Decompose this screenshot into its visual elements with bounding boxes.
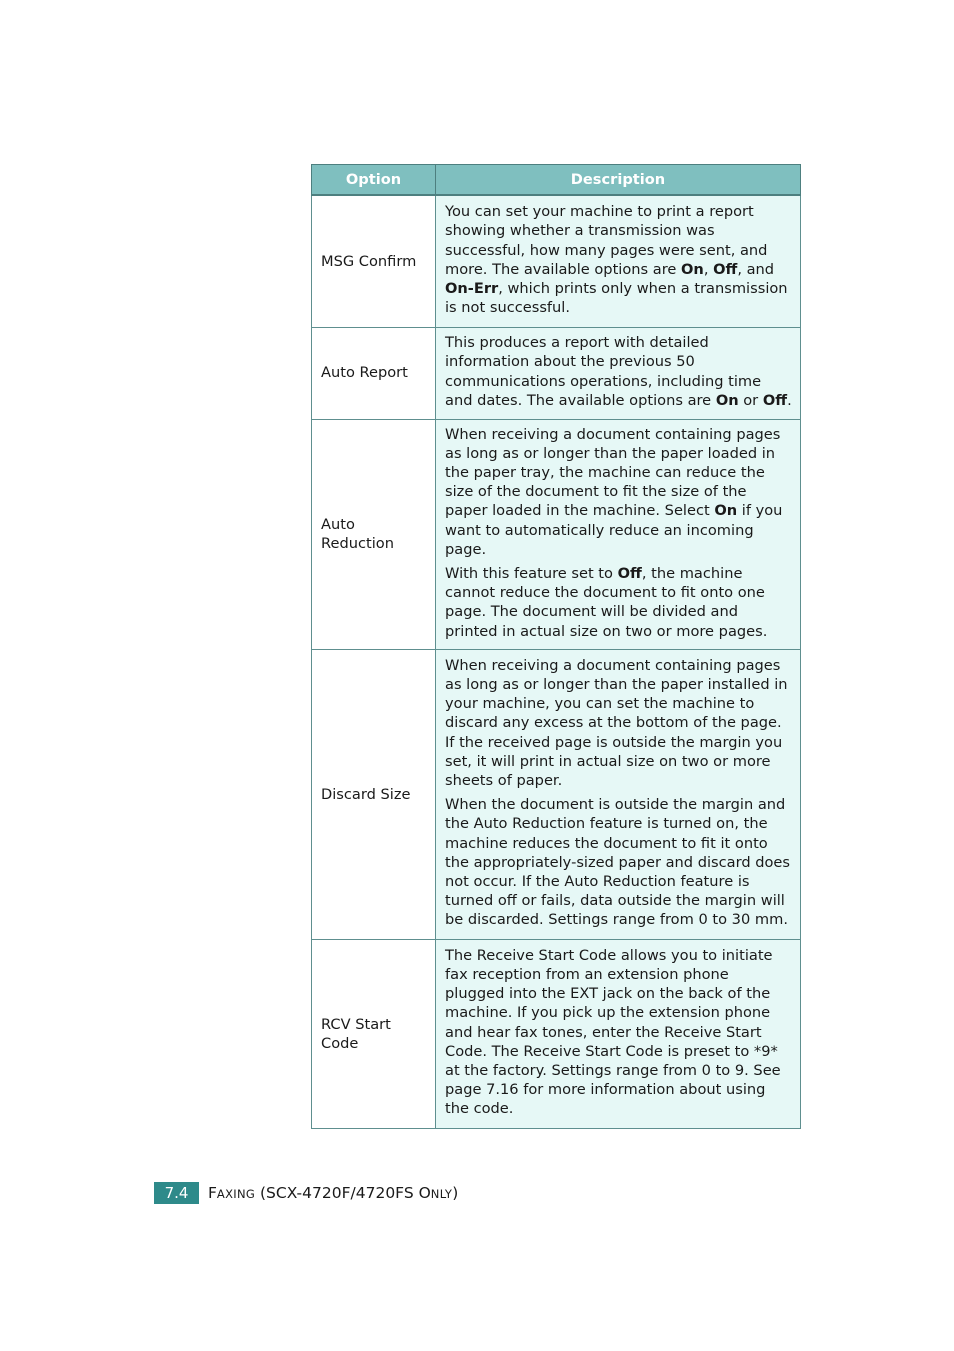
- text-run: ,: [703, 260, 714, 278]
- text-run: The Receive Start Code allows you to initiate fax reception from an extension phone plugged into the EXT jack on the back of the machine. If you pick up the extension phone and hear fax tones, enter the Receive Start Code. The Receive Start Code is preset to *9* at the factory. Settings range from 0 to 9. See page 7.16 for more information about using the code.: [445, 946, 781, 1118]
- text-run: This produces a report with detailed information about the previous 50 communications operations, including time and dates. The available options are: [445, 334, 762, 409]
- text-run: With this feature set to: [445, 564, 618, 582]
- table-row: [312, 419, 801, 649]
- small-caps-text: AXING: [216, 1187, 256, 1201]
- text-run: When receiving a document containing pages as long as or longer than the paper installed in your machine, you can set the machine to discard any excess at the bottom of the page. If the received page is outside the margin you set, it will print in actual size on two or more sheets of paper.: [445, 656, 788, 790]
- text-run: .: [787, 391, 792, 409]
- small-caps-text: NLY: [430, 1187, 453, 1201]
- table-row: [312, 939, 801, 1128]
- chapter-title: [208, 1184, 458, 1202]
- option-name: Auto Reduction: [312, 419, 436, 649]
- option-value-emphasis: Off: [617, 564, 642, 582]
- text-run: , and: [737, 260, 775, 278]
- page-footer: [154, 1182, 458, 1204]
- text-run: When the document is outside the margin and the Auto Reduction feature is turned on, the machine reduces the document to fit it onto the appropriately-sized paper and discard does not occur. If the Auto Reduction feature is turned off or fails, data outside the margin will be discarded. Settings range from 0 to 30 mm.: [445, 796, 791, 929]
- description-paragraph: [445, 333, 792, 410]
- text-run: F: [208, 1184, 217, 1202]
- text-run: When receiving a document containing pages as long as or longer than the paper loaded in the paper tray, the machine can reduce the size of the document to fit the size of the paper loaded in the machine. Select: [445, 425, 781, 520]
- description-paragraph: [445, 795, 792, 929]
- text-run: , which prints only when a transmission is not successful.: [445, 279, 788, 317]
- description-paragraph: [445, 656, 792, 790]
- option-description: [436, 327, 801, 419]
- option-value-emphasis: On-Err: [445, 279, 499, 297]
- table-header-row: [312, 165, 801, 196]
- option-name: Discard Size: [312, 649, 436, 939]
- description-paragraph: [445, 202, 792, 317]
- option-description: [436, 649, 801, 939]
- description-paragraph: [445, 564, 792, 641]
- text-run: if you want to automatically reduce an incoming page.: [445, 502, 783, 558]
- table-row: [312, 195, 801, 327]
- option-value-emphasis: On: [715, 391, 739, 409]
- option-value-emphasis: Off: [713, 260, 738, 278]
- option-column-header: Option: [312, 165, 436, 196]
- description-column-header: Description: [436, 165, 801, 196]
- table-row: [312, 327, 801, 419]
- option-value-emphasis: Off: [762, 391, 788, 409]
- option-value-emphasis: On: [681, 260, 704, 278]
- description-paragraph: [445, 425, 792, 559]
- text-run: (SCX-4720F/4720FS O: [255, 1184, 431, 1202]
- text-run: or: [738, 391, 763, 409]
- description-paragraph: [445, 946, 792, 1119]
- option-description: [436, 195, 801, 327]
- text-run: ): [452, 1184, 459, 1202]
- option-name: Auto Report: [312, 327, 436, 419]
- option-name: MSG Confirm: [312, 195, 436, 327]
- text-run: , the machine cannot reduce the document to fit onto one page. The document will be divided and printed in actual size on two or more pages.: [445, 564, 768, 640]
- option-description: [436, 939, 801, 1128]
- table-row: [312, 649, 801, 939]
- page-number: 7.4: [154, 1182, 199, 1204]
- option-value-emphasis: On: [714, 502, 738, 520]
- options-table: [311, 164, 801, 1129]
- option-name: RCV Start Code: [312, 939, 436, 1128]
- text-run: You can set your machine to print a report showing whether a transmission was successful, how many pages were sent, and more. The available options are: [445, 203, 768, 278]
- option-description: [436, 419, 801, 649]
